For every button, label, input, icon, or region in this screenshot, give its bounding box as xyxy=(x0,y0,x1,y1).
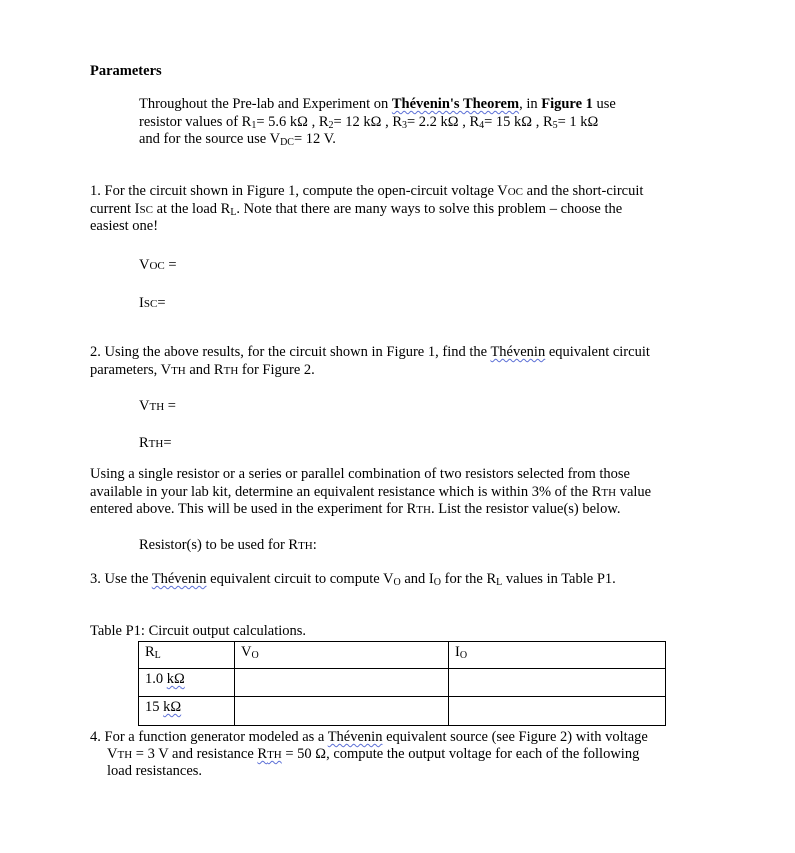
intro-line-3-source: and for the source use $V_{DC}= 12$ V. xyxy=(139,131,336,148)
intro-line-2-resistor-values: resistor values of $R_1= 5.6$ kΩ , $R_2= 12$ kΩ , $R_3= 2.2$ kΩ , $R_4= 15$ kΩ , $R_5= 1$ kΩ xyxy=(139,114,599,131)
q1-line-2: current ISC at the load $R_L$. Note that there are many ways to solve this problem – choose the xyxy=(90,201,623,218)
table-caption: Table P1: Circuit output calculations. xyxy=(90,623,307,639)
intro-line-1: Throughout the Pre-lab and Experiment on Thévenin's Theorem, in Figure 1 use xyxy=(139,96,616,112)
header-io: $I_O$ xyxy=(449,642,666,669)
header-rl: $R_L$ xyxy=(139,642,235,669)
isc-answer-label: ISC= xyxy=(139,295,166,311)
q4-line-1: 4. For a function generator modeled as a Thévenin equivalent source (see Figure 2) with voltage xyxy=(90,729,648,745)
table-p1 xyxy=(138,641,666,726)
section-heading: Parameters xyxy=(90,63,162,79)
cell-rl: 15 kΩ xyxy=(139,697,235,726)
resistor-para-line-1: Using a single resistor or a series or parallel combination of two resistors selected from those xyxy=(90,466,630,482)
resistor-para-line-3: entered above. This will be used in the experiment for RTH. List the resistor value(s) below. xyxy=(90,501,621,517)
q2-line-1: 2. Using the above results, for the circuit shown in Figure 1, find the Thévenin equivalent circuit xyxy=(90,344,650,360)
cell-rl: 1.0 kΩ xyxy=(139,669,235,697)
table-row xyxy=(139,697,666,726)
q4-line-3: load resistances. xyxy=(107,763,203,779)
q3-line: 3. Use the Thévenin equivalent circuit to compute $V_O$ and $I_O$ for the $R_L$ values in Table P1. xyxy=(90,571,616,588)
resistors-to-use-label: Resistor(s) to be used for RTH: xyxy=(139,537,317,553)
q4-line-2: VTH = 3 V and resistance RTH = 50 Ω, compute the output voltage for each of the following xyxy=(107,746,640,762)
q1-line-1: 1. For the circuit shown in Figure 1, compute the open-circuit voltage VOC and the short-circuit xyxy=(90,183,644,199)
q1-line-3: easiest one! xyxy=(90,218,159,234)
rth-answer-label: RTH= xyxy=(139,435,172,451)
cell-io[interactable] xyxy=(449,697,666,726)
q2-line-2: parameters, VTH and RTH for Figure 2. xyxy=(90,362,315,378)
voc-answer-label: VOC = xyxy=(139,257,177,273)
header-vo: $V_O$ xyxy=(235,642,449,669)
resistor-para-line-2: available in your lab kit, determine an equivalent resistance which is within 3% of the RTH value xyxy=(90,484,652,500)
vth-answer-label: VTH = xyxy=(139,398,176,414)
table-row xyxy=(139,669,666,697)
cell-vo[interactable] xyxy=(235,669,449,697)
cell-vo[interactable] xyxy=(235,697,449,726)
table-header-row xyxy=(139,642,666,669)
cell-io[interactable] xyxy=(449,669,666,697)
